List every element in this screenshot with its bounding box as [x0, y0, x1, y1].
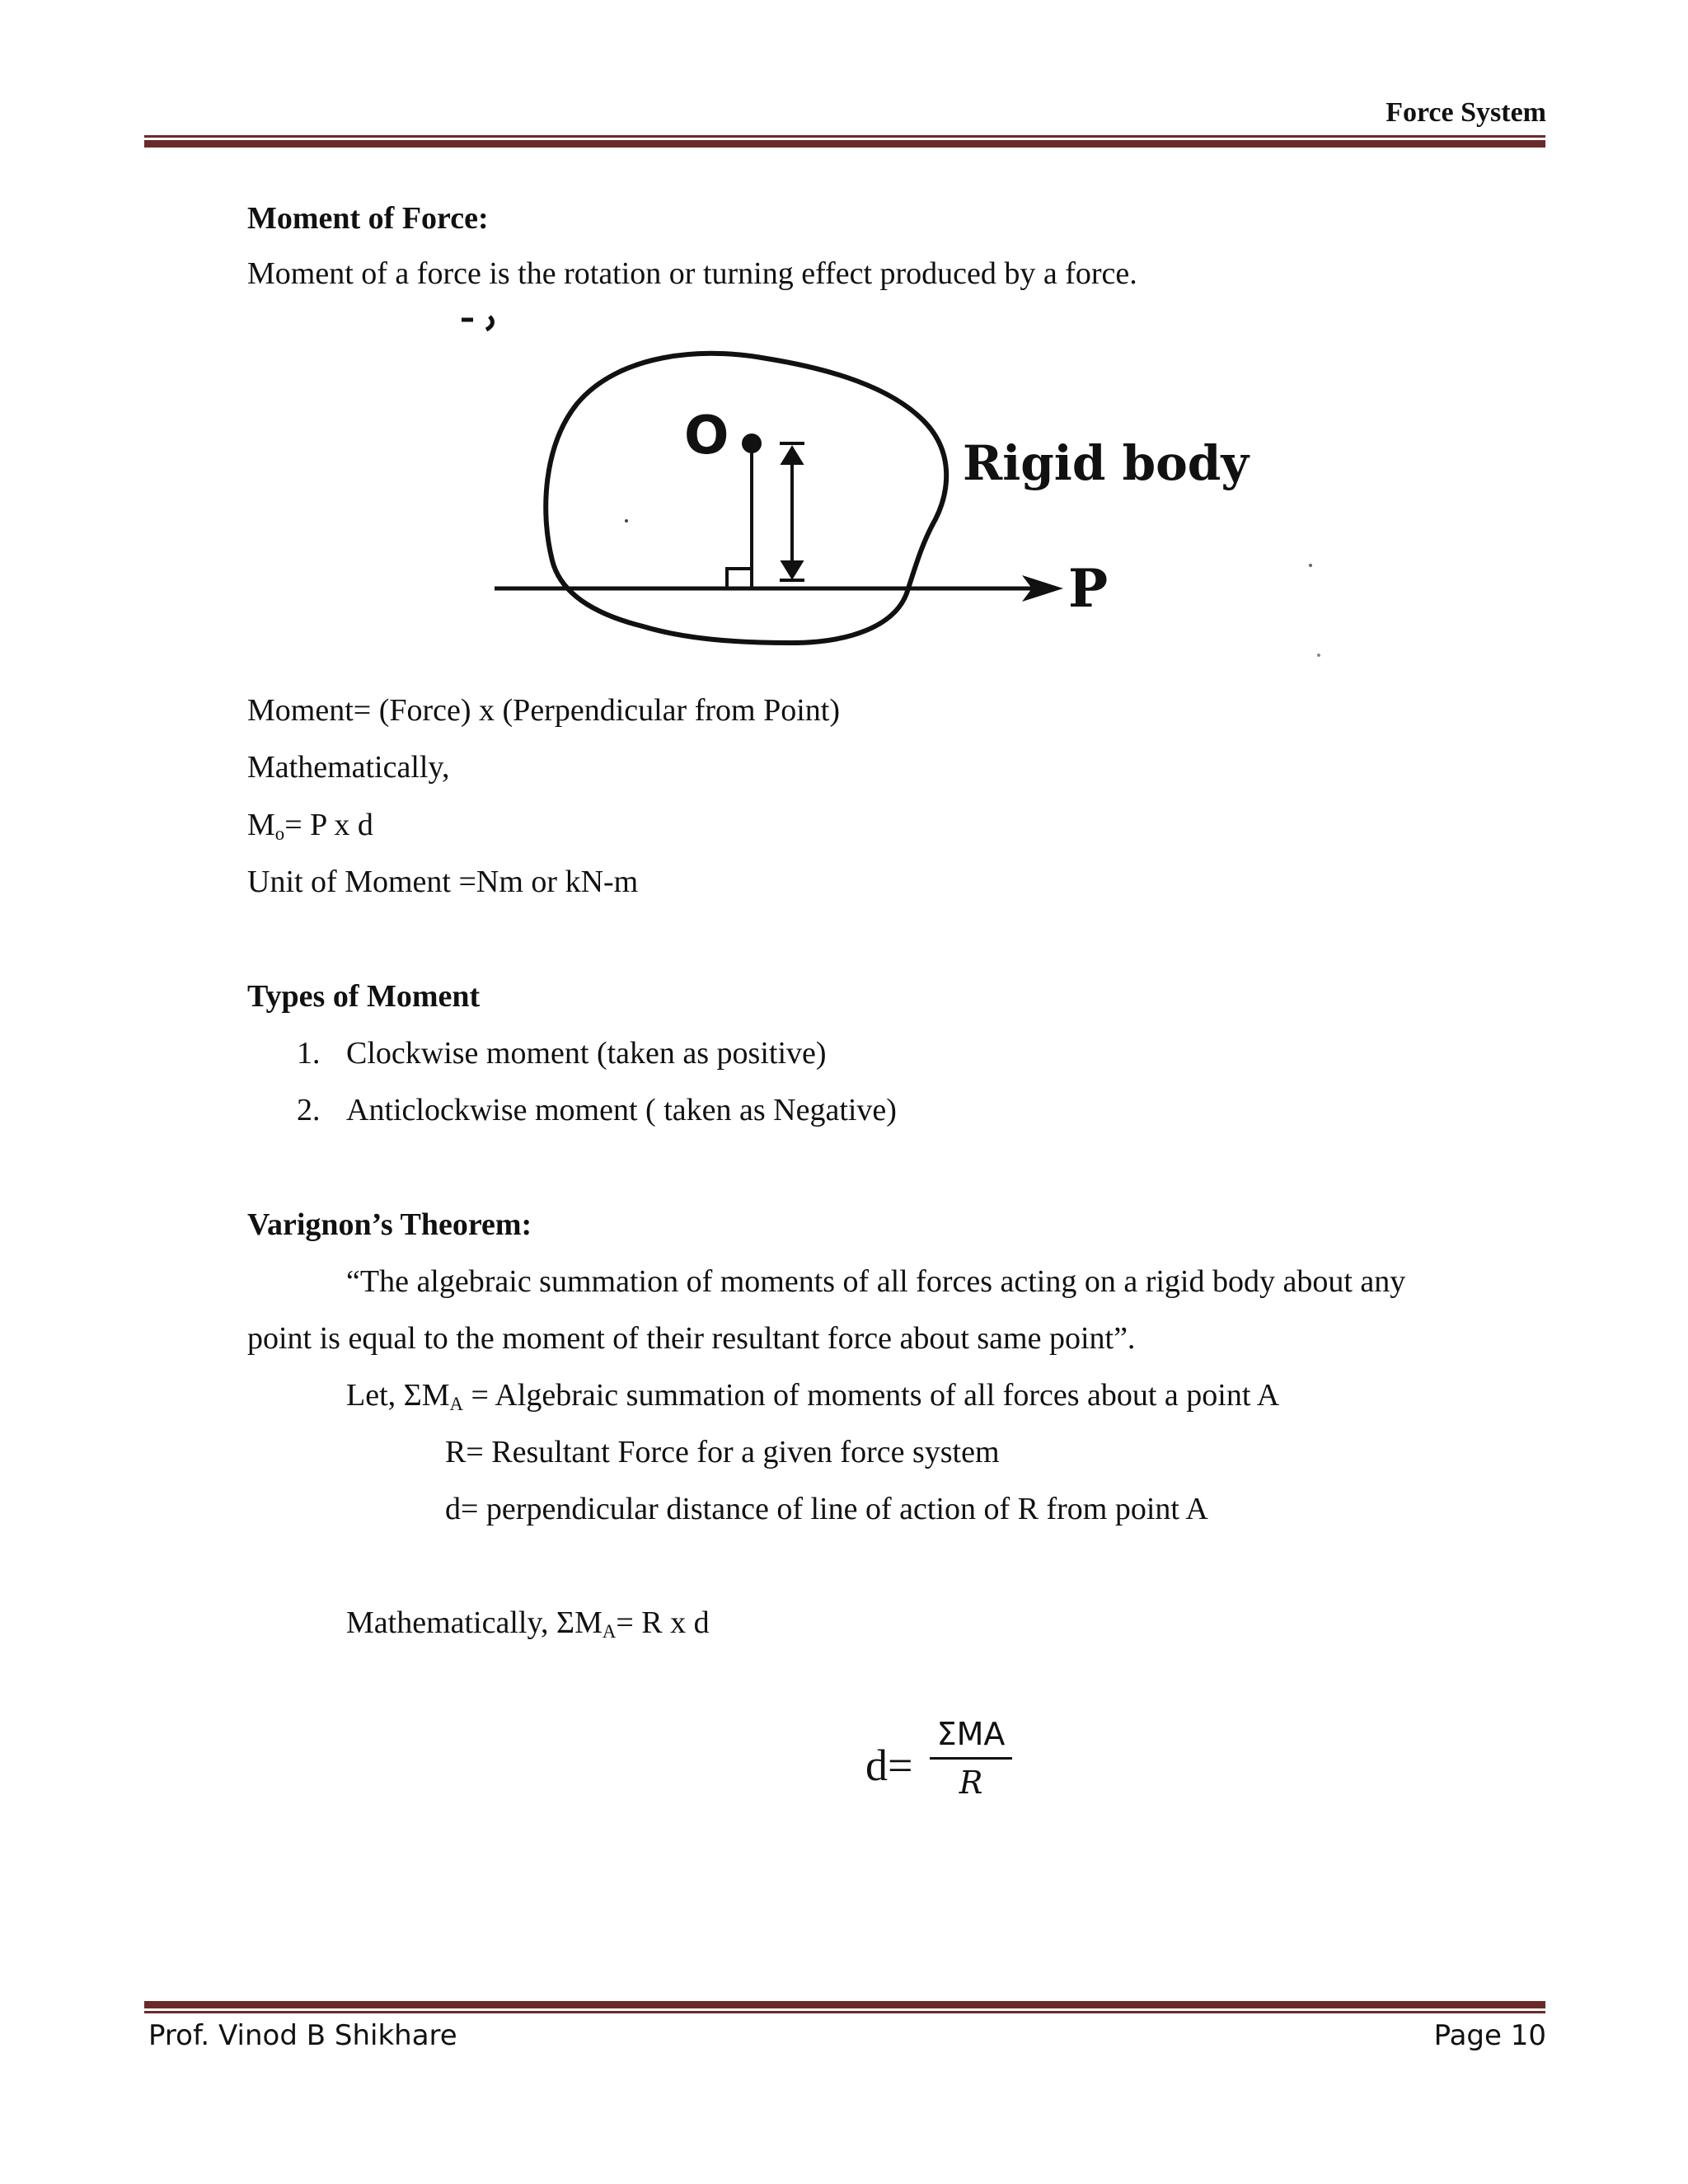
fraction-lhs: d=: [865, 1741, 913, 1790]
label-rigid-body: Rigid body: [963, 435, 1250, 491]
varignon-equation: Mathematically, $\Sigma M_A= R$ x d: [346, 1605, 710, 1642]
fraction-bar: [930, 1757, 1012, 1760]
header-rule: [144, 135, 1545, 148]
stray-mark: [462, 316, 492, 330]
rigid-body-outline: [546, 354, 946, 643]
right-angle-marker: [727, 569, 752, 588]
fraction-denominator: R: [959, 1765, 983, 1801]
section-heading-types-of-moment: Types of Moment: [247, 979, 481, 1014]
footer-rule: [144, 2001, 1545, 2013]
list-item-clockwise: Clockwise moment (taken as positive): [346, 1036, 827, 1071]
label-o: O: [684, 405, 729, 466]
label-p: P: [1068, 558, 1109, 620]
fraction: [930, 1716, 1012, 1801]
fraction-numerator: ΣMA: [936, 1716, 1006, 1752]
let-definition: Let, $\Sigma M_A$ = Algebraic summation of moments of all forces about a point A: [346, 1378, 1280, 1414]
section-heading-varignon: Varignon’s Theorem:: [247, 1207, 532, 1242]
header-title: Force System: [1386, 97, 1546, 128]
distance-definition: d= perpendicular distance of line of action of R from point A: [445, 1492, 1208, 1526]
section-heading-moment-of-force: Moment of Force:: [247, 201, 489, 236]
list-item-number: 2.: [297, 1093, 321, 1127]
stray-dot: [1309, 564, 1312, 567]
mathematically-label: Mathematically,: [247, 750, 450, 785]
stray-dot: [1317, 654, 1320, 657]
moment-unit: Unit of Moment =Nm or kN-m: [247, 865, 639, 899]
moment-equation: $M_o= P$ x d: [247, 808, 373, 844]
resultant-definition: R= Resultant Force for a given force system: [445, 1435, 1000, 1469]
theorem-quote-line-2: point is equal to the moment of their resultant force about same point”.: [247, 1321, 1136, 1356]
rigid-body-diagram: [462, 297, 1335, 668]
theorem-quote-line-1: “The algebraic summation of moments of all forces acting on a rigid body about any: [346, 1264, 1406, 1299]
list-item-number: 1.: [297, 1036, 321, 1071]
footer-page-number: Page 10: [1433, 2019, 1546, 2052]
distance-arrow-head-top: [780, 443, 804, 463]
distance-arrow-head-bottom: [780, 562, 804, 580]
moment-formula-words: Moment= (Force) x (Perpendicular from Point): [247, 693, 840, 728]
stray-dot: [625, 519, 628, 523]
list-item-anticlockwise: Anticlockwise moment ( taken as Negative): [346, 1093, 897, 1127]
footer-author: Prof. Vinod B Shikhare: [148, 2019, 457, 2052]
moment-definition: Moment of a force is the rotation or turning effect produced by a force.: [247, 256, 1137, 291]
